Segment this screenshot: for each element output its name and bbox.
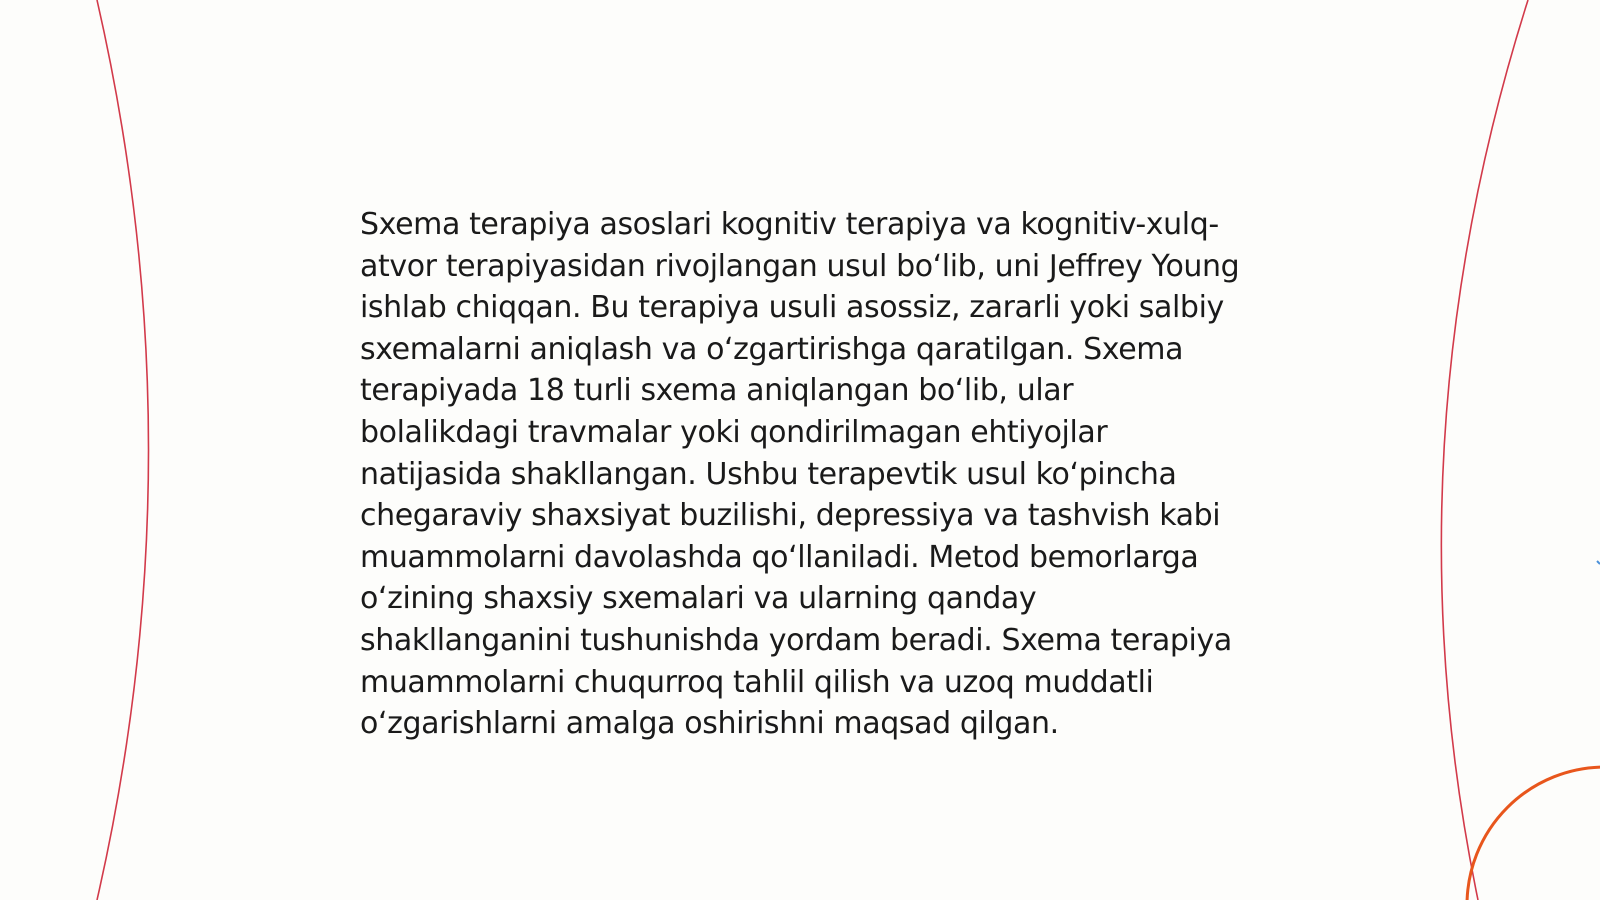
left-arc-line — [97, 0, 149, 900]
body-paragraph: Sxema terapiya asoslari kognitiv terapiya va kognitiv-xulq-atvor terapiyasidan rivojlangan usul bo‘lib, uni Jeffrey Young ishlab chiqqan. Bu terapiya usuli asossiz, zararli yoki salbiy sxemalarni aniqlash va o‘zgartirishga qaratilgan. Sxema terapiyada 18 turli sxema aniqlangan bo‘lib, ular bolalikdagi travmalar yoki qondirilmagan ehtiyojlar natijasida shakllangan. Ushbu terapevtik usul ko‘pincha chegaraviy shaxsiyat buzilishi, depressiya va tashvish kabi muammolarni davolashda qo‘llaniladi. Metod bemorlarga o‘zining shaxsiy sxemalari va ularning qanday shakllanganini tushunishda yordam beradi. Sxema terapiya muammolarni chuqurroq tahlil qilish va uzoq muddatli o‘zgarishlarni amalga oshirishni maqsad qilgan. — [360, 207, 1240, 742]
orange-circle-outline — [1467, 767, 1600, 900]
right-arc-line — [1441, 0, 1528, 900]
